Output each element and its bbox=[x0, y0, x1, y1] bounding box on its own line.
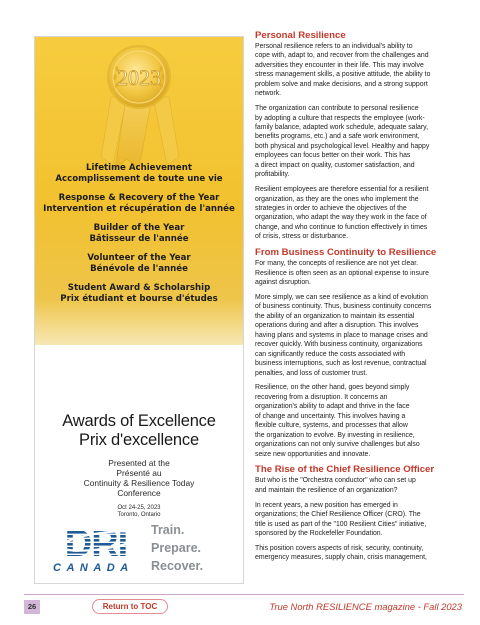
event-location: Toronto, Ontario bbox=[117, 512, 161, 519]
paragraph bbox=[255, 476, 455, 495]
awards-title-fr: Prix d'excellence bbox=[79, 431, 199, 449]
text-line: the ability of an organization to maintain its essential bbox=[255, 312, 415, 320]
page-number: 26 bbox=[24, 600, 40, 614]
award-item bbox=[35, 253, 243, 274]
award-name-en: Volunteer of the Year bbox=[87, 253, 191, 263]
text-line: operations during and after a disruption. This involves bbox=[255, 322, 419, 330]
magazine-title: True North RESILIENCE magazine - Fall 2023 bbox=[269, 601, 462, 612]
section-heading: Personal Resilience bbox=[255, 30, 346, 41]
text-line: the organization to evolve. By investing in resilience, bbox=[255, 431, 415, 439]
text-line: penalties, and loss of customer trust. bbox=[255, 369, 368, 377]
text-line: organizations; the Chief Resilience Officer (CRO). The bbox=[255, 511, 421, 519]
medal-year: 2023 bbox=[117, 65, 161, 90]
dri-letters: DRI bbox=[64, 523, 128, 559]
text-line: Resilient employees are therefore essential for a resilient bbox=[255, 186, 429, 194]
presented-line: Présenté au bbox=[116, 468, 162, 478]
text-line: flexible culture, systems, and processes that allow bbox=[255, 422, 408, 430]
award-name-fr: Bâtisseur de l'année bbox=[89, 233, 189, 244]
text-line: sponsored by the Rockefeller Foundation. bbox=[255, 530, 383, 538]
text-line: For many, the concepts of resilience are not yet clear. bbox=[255, 260, 419, 268]
award-item bbox=[35, 193, 243, 214]
text-line: recovering from a disruption. It concerns an bbox=[255, 393, 388, 401]
text-line: against disruption. bbox=[255, 279, 311, 287]
gold-background bbox=[35, 37, 243, 345]
dri-tagline bbox=[151, 521, 203, 575]
event-dates: Oct 24-25, 2023 bbox=[117, 505, 161, 511]
dri-country: CANADA bbox=[53, 562, 134, 574]
text-line: title is used as part of the "100 Resilient Cities" initiative, bbox=[255, 520, 427, 528]
text-line: family balance, adapted work schedule, adequate salary, bbox=[255, 124, 429, 132]
text-line: of change and uncertainty. This involves having a bbox=[255, 412, 406, 420]
award-name-en: Builder of the Year bbox=[93, 223, 185, 233]
award-name-en: Student Award & Scholarship bbox=[67, 283, 211, 293]
presented-at bbox=[35, 458, 243, 498]
text-line: having plans and systems in place to manage crises and bbox=[255, 331, 428, 339]
text-line: change, and who continue to function effectively in times bbox=[255, 223, 428, 231]
text-line: Resilience, on the other hand, goes beyond simply bbox=[255, 384, 410, 392]
text-line: This position covers aspects of risk, security, continuity, bbox=[255, 544, 424, 552]
text-line: cope with, adapt to, and recover from the challenges and bbox=[255, 52, 429, 60]
return-to-toc-button[interactable]: Return to TOC bbox=[92, 599, 168, 614]
award-name-fr: Intervention et récupération de l'année bbox=[43, 203, 235, 214]
paragraph bbox=[255, 501, 455, 539]
text-line: The organization can contribute to personal resilience bbox=[255, 105, 419, 113]
paragraph bbox=[255, 185, 455, 242]
text-line: recover quickly. With business continuity, organizations bbox=[255, 341, 423, 349]
presented-line: Continuity & Resilience Today bbox=[83, 478, 195, 488]
award-item bbox=[35, 223, 243, 244]
paragraph bbox=[255, 293, 455, 378]
text-line: benefits programs, etc.) and a safe work environment, bbox=[255, 133, 420, 141]
text-line: network. bbox=[255, 90, 282, 98]
text-line: employees can focus better on their work. This has bbox=[255, 152, 411, 160]
awards-advertisement bbox=[34, 36, 244, 584]
tagline-line: Prepare. bbox=[151, 541, 202, 555]
paragraph bbox=[255, 259, 455, 287]
dri-canada-logo bbox=[53, 521, 233, 577]
text-line: profitability. bbox=[255, 171, 290, 179]
text-line: and maintain the resilience of an organization? bbox=[255, 486, 398, 494]
award-name-en: Lifetime Achievement bbox=[86, 163, 192, 173]
award-name-fr: Prix étudiant et bourse d'études bbox=[60, 293, 218, 304]
text-line: organization's ability to adapt and thrive in the face bbox=[255, 403, 410, 411]
tagline-line: Recover. bbox=[151, 559, 204, 573]
text-line: by adopting a culture that respects the employee (work- bbox=[255, 114, 425, 122]
text-line: Resilience is often seen as an optional expense to insure bbox=[255, 269, 429, 277]
event-info bbox=[35, 505, 243, 520]
tagline-line: Train. bbox=[151, 523, 185, 537]
text-line: problem solve and make decisions, and a strong support bbox=[255, 80, 428, 88]
presented-line: Presented at the bbox=[108, 458, 170, 468]
section-heading: The Rise of the Chief Resilience Officer bbox=[255, 464, 435, 476]
text-line: stress management skills, a positive attitude, the ability to bbox=[255, 71, 431, 79]
award-item bbox=[35, 283, 243, 304]
text-line: adversities they encounter in their life. This may involve bbox=[255, 61, 424, 69]
text-line: can significantly reduce the costs associated with bbox=[255, 350, 406, 358]
text-line: Personal resilience refers to an individual's ability to bbox=[255, 43, 413, 50]
text-line: emergency measures, supply chain, crisis management, bbox=[255, 554, 427, 562]
awards-title-en: Awards of Excellence bbox=[62, 412, 216, 430]
text-line: of business continuity. Thus, business continuity concerns bbox=[255, 303, 432, 311]
article-column bbox=[255, 30, 455, 568]
text-line: a direct impact on quality, customer satisfaction, and bbox=[255, 161, 415, 169]
text-line: seize new opportunities and innovate. bbox=[255, 450, 371, 458]
award-name-fr: Accomplissement de toute une vie bbox=[55, 173, 223, 184]
text-line: both physical and psychological level. Healthy and happy bbox=[255, 142, 430, 150]
paragraph bbox=[255, 104, 455, 180]
text-line: of crisis, stress or disturbance. bbox=[255, 233, 349, 241]
paragraph bbox=[255, 544, 455, 563]
award-name-fr: Bénévole de l'année bbox=[90, 263, 188, 274]
award-item bbox=[35, 163, 243, 184]
paragraph bbox=[255, 42, 455, 99]
dri-logo-icon bbox=[53, 523, 139, 559]
section-heading: From Business Continuity to Resilience bbox=[255, 247, 437, 259]
text-line: organizations can not only survive challenges but also bbox=[255, 441, 420, 449]
text-line: More simply, we can see resilience as a kind of evolution bbox=[255, 293, 428, 301]
text-line: organization, as they are the ones who implement the bbox=[255, 195, 419, 203]
awards-title bbox=[35, 412, 243, 450]
text-line: In recent years, a new position has emerged in bbox=[255, 501, 398, 509]
text-line: organization, who adapt the way they work in the face of bbox=[255, 214, 427, 222]
award-name-en: Response & Recovery of the Year bbox=[58, 193, 220, 203]
paragraph bbox=[255, 383, 455, 459]
text-line: business interruptions, such as lost revenue, contractual bbox=[255, 360, 427, 368]
text-line: But who is the "Orchestra conductor" who can set up bbox=[255, 477, 416, 485]
presented-line: Conference bbox=[117, 488, 161, 498]
text-line: strategies in order to achieve the objectives of the bbox=[255, 205, 407, 213]
footer-divider bbox=[24, 594, 464, 595]
award-categories bbox=[35, 163, 243, 313]
